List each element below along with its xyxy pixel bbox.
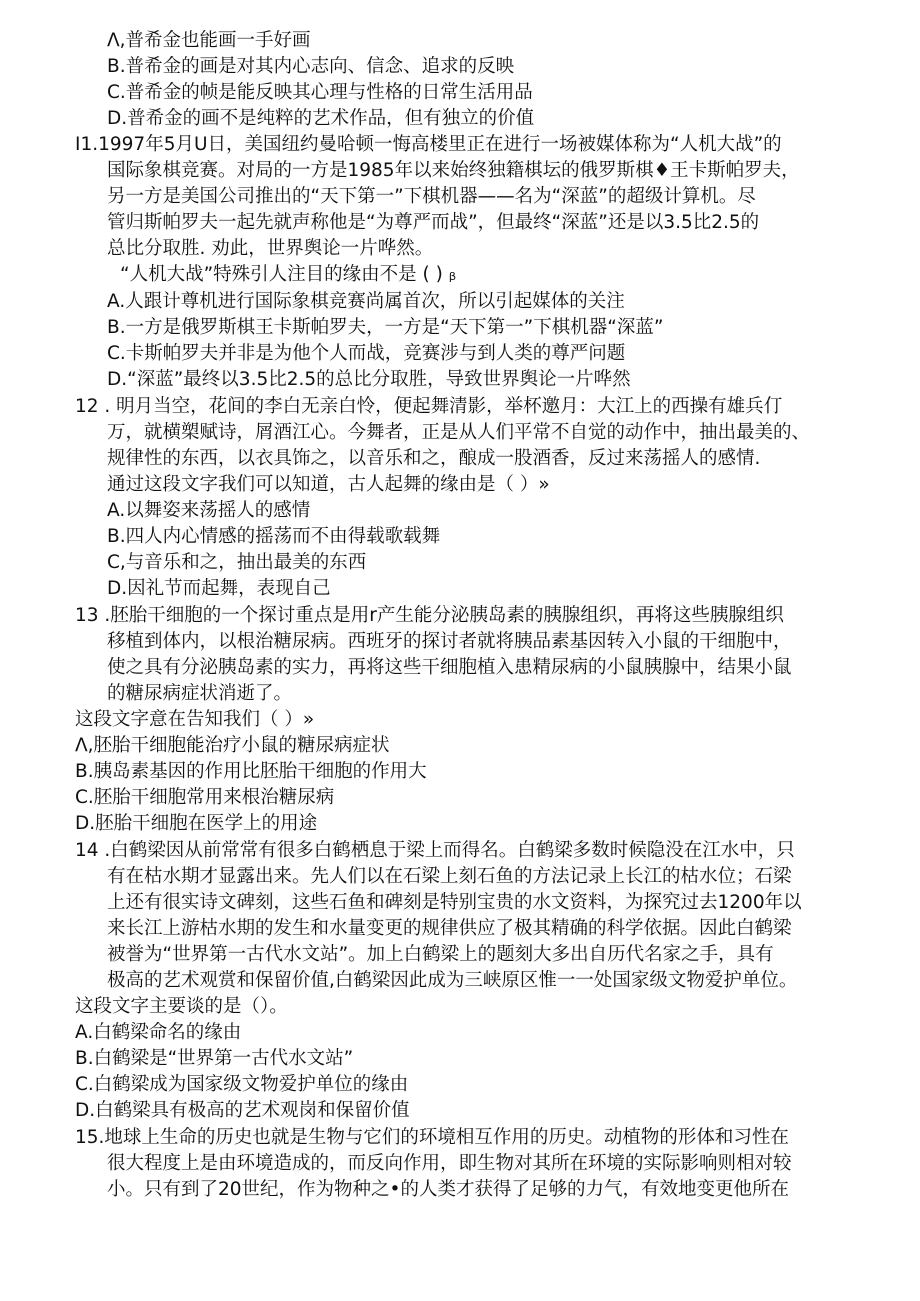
q11-passage-line: 管归斯帕罗夫一起先就声称他是“为尊严而战”，但最终“深蓝”还是以3.5比2.5的	[107, 212, 760, 233]
q13-option-b: B.胰岛素基因的作用比胚胎干细胞的作用大	[75, 761, 427, 782]
q10-option-c: C.普希金的帧是能反映其心理与性格的日常生活用品	[107, 82, 533, 103]
q13-passage-line: 移植到体内，以根治糖尿病。西班牙的探讨者就将胰品素基因转入小鼠的干细胞中，	[107, 631, 792, 652]
q12-option-c: C,与音乐和之，抽出最美的东西	[107, 552, 367, 573]
q14-option-b: B.白鹤梁是“世界第一古代水文站”	[75, 1048, 354, 1069]
q13-option-c: C.胚胎干细胞常用来根治糖尿病	[75, 787, 335, 808]
q11-passage-line: 国际象棋竞赛。对局的一方是1985年以来始终独籍棋坛的俄罗斯棋♦王卡斯帕罗夫，	[107, 160, 800, 181]
q11-option-a: A.人跟计尊机进行国际象棋竞赛尚属首次，所以引起媒体的关注	[107, 291, 625, 312]
q14-option-d: D.白鹤梁具有极高的艺术观岗和保留价值	[75, 1100, 410, 1121]
q13-question: 这段文字意在告知我们（ ）»	[75, 709, 315, 730]
q11-passage-line: I1.1997年5月U日，美国纽约曼哈顿一悔高楼里正在进行一场被媒体称为“人机大战”的	[75, 134, 782, 155]
q11-option-b: B.一方是俄罗斯棋王卡斯帕罗夫，一方是“天下第一”下棋机器“深蓝”	[107, 317, 664, 338]
q13-passage-line: 13 .胚胎干细胞的一个探讨重点是用r产生能分泌胰岛素的胰腺组织，再将这些胰腺组织	[75, 605, 784, 626]
q12-question: 通过这段文字我们可以知道，古人起舞的缘由是（ ）»	[107, 474, 550, 495]
q14-passage-line: 有在枯水期才显露出来。先人们以在石梁上刻石鱼的方法记录上长江的枯水位；石梁	[107, 866, 792, 887]
q15-passage-line: 15.地球上生命的历史也就是生物与它们的环境相互作用的历史。动植物的形体和习性在	[75, 1127, 789, 1148]
q12-option-b: B.四人内心情感的摇荡而不由得载歌载舞	[107, 526, 441, 547]
q14-passage-line: 被誉为“世界第一古代水文站”。加上白鹤梁上的题刻大多出自历代名家之手，具有	[107, 944, 774, 965]
q14-passage-line: 来长江上游枯水期的发生和水量变更的规律供应了极其精确的科学依据。因此白鹤梁	[107, 918, 792, 939]
q15-passage-line: 很大程度上是由环境造成的，而反向作用，即生物对其所在环境的实际影响则相对较	[107, 1153, 792, 1174]
q10-option-b: B.普希金的画是对其内心志向、信念、追求的反映	[107, 56, 515, 77]
q12-option-d: D.因礼节而起舞，表现自己	[107, 578, 331, 599]
q12-passage-line: 规律性的东西，以衣具饰之，以音乐和之，酿成一股酒香，反过来荡摇人的感情.	[107, 448, 761, 469]
q11-option-d: D.“深蓝”最终以3.5比2.5的总比分取胜，导致世界舆论一片哗然	[107, 369, 631, 390]
q14-question: 这段文字主要谈的是（）。	[75, 996, 288, 1017]
q12-passage-line: 12 . 明月当空，花间的李白无亲白怜，便起舞清影，举杯邀月：大江上的西操有雄兵仃	[75, 396, 783, 417]
q14-passage-line: 极高的艺术观赏和保留价值,白鹤梁因此成为三峡原区惟一一处国家级文物爱护单位。	[107, 970, 798, 991]
q11-passage-line: 另一方是美国公司推出的“天下第一”下棋机器——名为“深蓝”的超级计算机。尽	[107, 186, 756, 207]
q12-passage-line: 万，就横槊赋诗，屑酒江心。今舞者，正是从人们平常不自觉的动作中，抽出最美的、	[107, 422, 811, 443]
q14-passage-line: 上还有很实诗文碑刻，这些石鱼和碑刻是特别宝贵的水文资料，为探究过去1200年以	[107, 892, 802, 913]
q11-passage-line: 总比分取胜. 劝此，世界舆论一片哗然。	[107, 238, 434, 259]
q10-option-d: D.普希金的画不是纯粹的艺术作品，但有独立的价值	[107, 108, 535, 129]
q11-option-c: C.卡斯帕罗夫并非是为他个人而战，竞赛涉与到人类的尊严问题	[107, 343, 626, 364]
q13-option-a: Λ,胚胎干细胞能治疗小鼠的糖尿病症状	[75, 735, 390, 756]
q10-option-a: Λ,普希金也能画一手好画	[107, 30, 311, 51]
q11-question: “人机大战”特殊引人注目的缘由不是 ( ) ᵦ	[120, 264, 457, 285]
q15-passage-line: 小。只有到了20世纪，作为物种之•的人类才获得了足够的力气，有效地变更他所在	[107, 1179, 789, 1200]
q12-option-a: A.以舞姿来荡摇人的感情	[107, 500, 311, 521]
q14-option-a: A.白鹤梁命名的缘由	[75, 1022, 242, 1043]
q13-passage-line: 的糖尿病症状消逝了。	[107, 683, 293, 704]
q13-passage-line: 使之具有分泌胰岛素的实力，再将这些干细胞植入患精尿病的小鼠胰腺中，结果小鼠	[107, 657, 792, 678]
q14-passage-line: 14 .白鹤梁因从前常常有很多白鹤栖息于梁上而得名。白鹤梁多数时候隐没在江水中，只	[75, 840, 795, 861]
q14-option-c: C.白鹤梁成为国家级文物爱护单位的缘由	[75, 1074, 409, 1095]
q13-option-d: D.胚胎干细胞在医学上的用途	[75, 813, 318, 834]
